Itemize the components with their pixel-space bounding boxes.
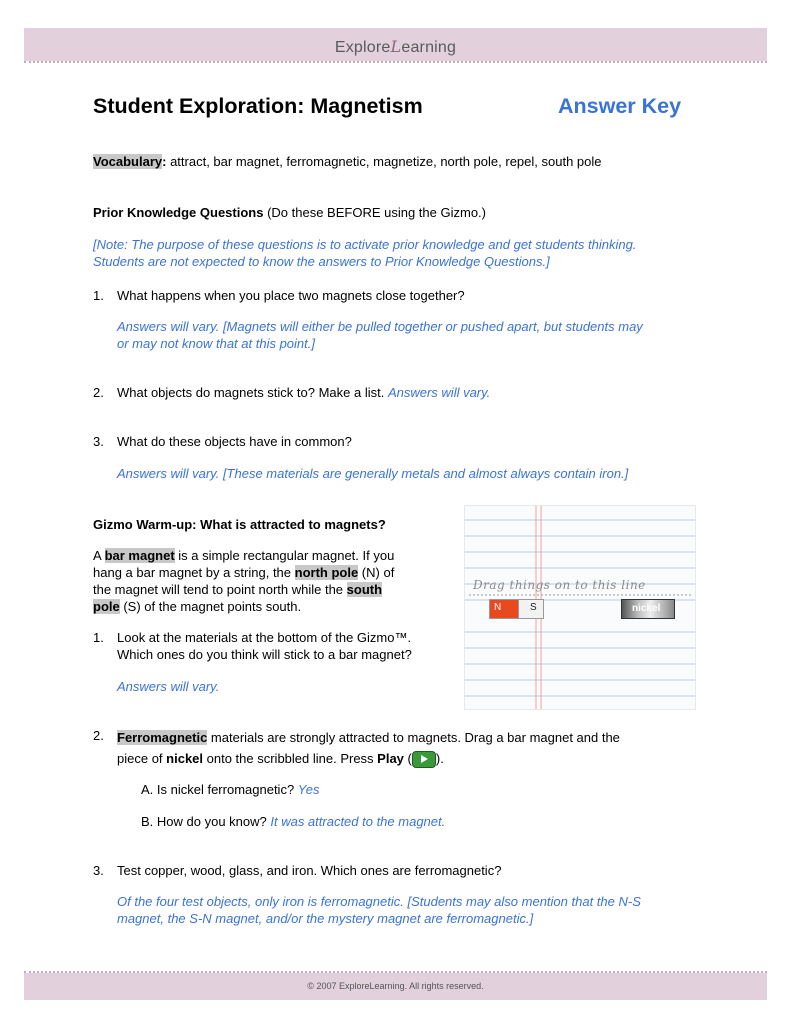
warmup-heading: Gizmo Warm-up: What is attracted to magnets? (93, 517, 386, 532)
prior-q2-line (117, 384, 490, 401)
term-north-pole: north pole (294, 565, 359, 580)
nickel-object[interactable]: nickel (621, 599, 675, 619)
warmup-q3-number: 3. (93, 863, 104, 878)
warmup-q2b-answer: It was attracted to the magnet. (270, 814, 446, 829)
prior-q1-number: 1. (93, 288, 104, 303)
gizmo-screenshot (464, 505, 696, 710)
warmup-a1: Answers will vary. (117, 679, 220, 694)
prior-q2-number: 2. (93, 385, 104, 400)
gizmo-line-label: Drag things on to this line (473, 578, 646, 592)
page-title: Student Exploration: Magnetism (93, 94, 423, 118)
warmup-q2b: B. How do you know? It was attracted to the magnet. (141, 814, 446, 829)
warmup-q3-text: Test copper, wood, glass, and iron. Which ones are ferromagnetic? (117, 863, 502, 878)
warmup-q2-text: Ferromagnetic materials are strongly attracted to magnets. Drag a bar magnet and the piece of nickel onto the scribbled line. Press Play ( ). (117, 727, 697, 769)
warmup-paragraph: A bar magnet is a simple rectangular magnet. If you hang a bar magnet by a string, the north pole (N) of the magnet will tend to point north while the south pole (S) of the magnet points south. (93, 548, 395, 614)
brand-logo: ExploreLearning (334, 37, 457, 56)
prior-q1-text: What happens when you place two magnets close together? (117, 288, 465, 303)
magnet-north-end[interactable]: N (489, 599, 519, 619)
vocabulary-words: attract, bar magnet, ferromagnetic, magnetize, north pole, repel, south pole (166, 154, 602, 169)
warmup-q2a: A. Is nickel ferromagnetic? Yes (141, 782, 320, 797)
header-divider (24, 61, 767, 63)
warmup-q2-number: 2. (93, 728, 104, 743)
term-south-pole: south (346, 582, 383, 597)
prior-a3: Answers will vary. [These materials are generally metals and almost always contain iron.] (117, 466, 629, 481)
magnet-south-end[interactable]: S (518, 599, 544, 619)
term-ferromagnetic: Ferromagnetic (117, 730, 208, 745)
warmup-q2a-answer: Yes (297, 782, 320, 797)
prior-note: [Note: The purpose of these questions is to activate prior knowledge and get students thinking. Students are not expected to know the answers to Prior Knowledge Questions.] (93, 237, 637, 269)
warmup-a3: Of the four test objects, only iron is ferromagnetic. [Students may also mention that the N-S magnet, the S-N magnet, and/or the mystery magnet are ferromagnetic.] (117, 894, 641, 926)
prior-q3-text: What do these objects have in common? (117, 434, 352, 449)
play-icon (412, 751, 436, 768)
vocabulary-line: Vocabulary: attract, bar magnet, ferromagnetic, magnetize, north pole, repel, south pole (93, 154, 602, 169)
answer-key-label: Answer Key (558, 94, 682, 118)
vocabulary-label: Vocabulary (93, 154, 163, 169)
warmup-q1-number: 1. (93, 630, 104, 645)
footer-copyright: © 2007 ExploreLearning. All rights reserved. (307, 981, 484, 991)
prior-a2: Answers will vary. (387, 385, 491, 400)
warmup-q1-text: Look at the materials at the bottom of the Gizmo™. Which ones do you think will stick to a bar magnet? (117, 630, 412, 662)
term-bar-magnet: bar magnet (104, 548, 175, 563)
prior-q3-number: 3. (93, 434, 104, 449)
prior-a1: Answers will vary. [Magnets will either be pulled together or pushed apart, but students may or may not know that at this point.] (117, 319, 643, 351)
prior-knowledge-heading: Prior Knowledge Questions (Do these BEFORE using the Gizmo.) (93, 205, 486, 220)
prior-q2-text: What objects do magnets stick to? Make a list. (117, 385, 388, 400)
